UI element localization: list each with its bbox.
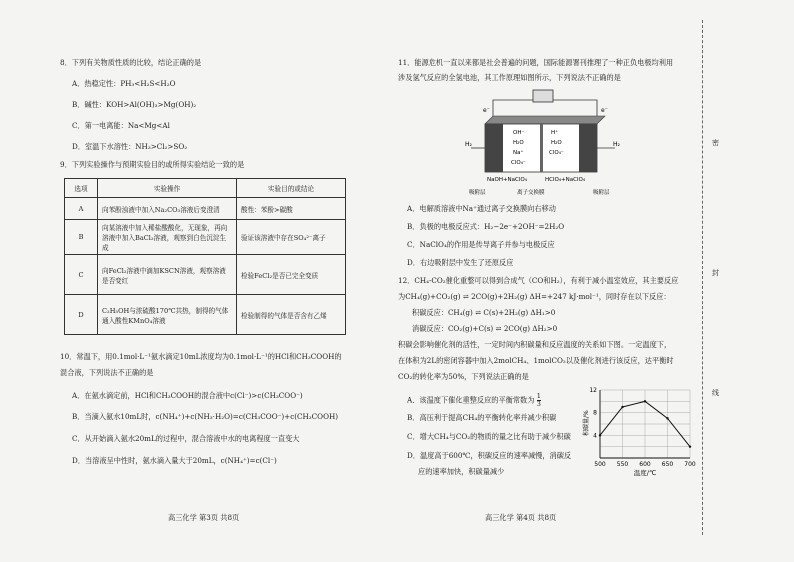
- table-row: [65, 255, 346, 295]
- q12-line5: 积碳会影响催化剂的活性，一定时间内积碳量和反应温度的关系如下图。一定温度下，: [398, 340, 672, 349]
- table-row: [65, 198, 346, 220]
- side-mark-2: 封: [712, 269, 719, 277]
- table-header-result: 实验目的或结论: [237, 179, 346, 198]
- left-page: [0, 0, 380, 562]
- q10-option-a: A．在氨水滴定前，HCl和CH₃COOH的混合液中c(Cl⁻)>c(CH₃COO⁻): [72, 391, 303, 400]
- species-label: Na⁺: [513, 150, 524, 156]
- species-label: H₂O: [551, 140, 562, 146]
- binding-line: [702, 20, 703, 535]
- species-label: H₂O: [513, 140, 524, 146]
- q12-option-a: [407, 393, 541, 408]
- q12-option-c: C．增大CH₄与CO₂的物质的量之比有助于减少积碳: [407, 432, 571, 441]
- row-result: 验证该溶液中存在SO₄²⁻离子: [237, 220, 346, 255]
- q12-option-a-text: A．该温度下催化重整反应的平衡常数为: [407, 395, 535, 405]
- left-solution-label: NaOH+NaClO₄: [487, 177, 527, 183]
- q10-stem-line1: 10．常温下，用0.1mol·L⁻¹氨水滴定10mL浓度均为0.1mol·L⁻¹的HCl和CH₃COOH的: [60, 352, 342, 361]
- row-operation: 向苯酚浊液中加入Na₂CO₃溶液后变澄清: [98, 198, 237, 220]
- table-header-operation: 实验操作: [98, 179, 237, 198]
- table-row: [65, 295, 346, 335]
- q10-stem-line2: 混合液，下列说法不正确的是: [60, 368, 154, 377]
- q8-option-b: B．碱性：KOH>Al(OH)₃>Mg(OH)₂: [72, 100, 197, 109]
- q10-option-d: D．当溶液呈中性时，氨水滴入量大于20mL，c(NH₄⁺)=c(Cl⁻): [72, 456, 277, 465]
- right-page-footer: 高三化学 第4页 共8页: [485, 513, 557, 522]
- row-operation: C₂H₅OH与浓硫酸170℃共热，制得的气体通入酸性KMnO₄溶液: [98, 295, 237, 335]
- x-tick-label: 600: [639, 461, 651, 468]
- species-label: H⁺: [551, 130, 559, 136]
- q12-option-d-line2: 应的速率加快，积碳量减少: [418, 467, 505, 476]
- right-layer-label: 吸附层: [593, 190, 610, 196]
- right-adsorption-layer: [579, 124, 597, 172]
- q11-option-a: A．电解质溶液中Na⁺通过离子交换膜向右移动: [407, 204, 556, 213]
- row-result: 酸性：苯酚>碳酸: [237, 198, 346, 220]
- q9-stem: 9．下列实验操作与预期实验目的或所得实验结论一致的是: [60, 160, 245, 169]
- q12-line7: CO₂的转化率为50%，下列说法正确的是: [398, 372, 529, 381]
- y-tick-label: 8: [593, 409, 597, 417]
- h2-right-label: H₂: [613, 141, 620, 148]
- chart-ylabel: 积碳量/%: [583, 410, 590, 436]
- q8-option-a: A．热稳定性：PH₃<H₂S<H₂O: [72, 79, 176, 88]
- species-label: OH⁻: [513, 130, 525, 136]
- chart-point: [621, 406, 623, 408]
- fraction-numerator: 1: [536, 392, 541, 400]
- side-mark-3: 线: [712, 389, 719, 397]
- experiment-table: [64, 178, 346, 335]
- row-operation: 向FeCl₂溶液中滴加KSCN溶液，观察溶液是否变红: [98, 255, 237, 295]
- ammeter-icon: [533, 90, 553, 102]
- species-label: ClO₄⁻: [549, 150, 564, 156]
- x-tick-label: 650: [661, 461, 674, 468]
- q12-line3: 积碳反应：CH₄(g) ⇌ C(s)+2H₂(g) ΔH₁>0: [412, 308, 556, 317]
- x-tick-label: 500: [594, 461, 606, 468]
- electron-left-label: e⁻: [483, 107, 490, 114]
- chart-point: [689, 445, 691, 447]
- q12-line1: 12．CH₄-CO₂催化重整可以得到合成气（CO和H₂），有利于减小温室效应，其主要反应: [398, 276, 679, 285]
- hydrogen-cell-diagram: [465, 88, 625, 200]
- right-solution-label: HClO₄+NaClO₄: [545, 177, 586, 183]
- chart-ticks: [589, 387, 696, 468]
- q11-option-c: C．NaClO₄的作用是传导离子并参与电极反应: [407, 240, 555, 249]
- q10-option-b: B．当滴入氨水10mL时，c(NH₄⁺)+c(NH₃·H₂O)=c(CH₃COO⁻)+c(CH₃COOH): [72, 412, 339, 421]
- ion-exchange-membrane: [540, 124, 543, 172]
- membrane-label: 离子交换膜: [517, 190, 545, 196]
- q11-option-b: B．负极的电极反应式：H₂−2e⁻+2OH⁻=2H₂O: [407, 222, 565, 231]
- q11-stem-line1: 11．能源危机一直以来都是社会普遍的问题，国际能源署刊推理了一种正负电极均利用: [398, 58, 674, 67]
- fraction: [537, 393, 541, 408]
- chart-point: [666, 417, 668, 419]
- row-option: D: [65, 295, 98, 335]
- side-mark-1: 密: [712, 139, 719, 147]
- q8-option-d: D．室温下水溶性：NH₃>Cl₂>SO₂: [72, 142, 188, 151]
- table-header-option: 选项: [65, 179, 98, 198]
- row-result: 检验制得的气体是否含有乙烯: [237, 295, 346, 335]
- carbon-deposit-chart: [580, 384, 700, 484]
- table-header-row: [65, 179, 346, 198]
- row-operation: 向某溶液中加入稀盐酸酸化，无现象，再向溶液中加入BaCl₂溶液，观察到白色沉淀生成: [98, 220, 237, 255]
- q12-line2: 为CH₄(g)+CO₂(g) ⇌ 2CO(g)+2H₂(g) ΔH=+247 kJ·mol⁻¹，同时存在以下反应：: [398, 292, 671, 301]
- q12-line6: 在体积为2L的密闭容器中加入2molCH₄、1molCO₂以及催化剂进行该反应，达平衡时: [398, 356, 674, 365]
- y-tick-label: 4: [593, 432, 597, 440]
- h2-left-label: H₂: [465, 141, 472, 148]
- row-option: A: [65, 198, 98, 220]
- y-tick-label: 12: [589, 387, 597, 394]
- left-adsorption-layer: [485, 124, 503, 172]
- q11-stem-line2: 涉及氢气反应的全氢电池，其工作原理如图所示，下列说法不正确的是: [398, 73, 621, 82]
- row-option: C: [65, 255, 98, 295]
- chart-point: [599, 434, 601, 436]
- x-tick-label: 700: [684, 461, 696, 468]
- species-label: ClO₄⁻: [511, 160, 526, 166]
- x-tick-label: 550: [616, 461, 629, 468]
- q8-option-c: C．第一电离能：Na<Mg<Al: [72, 121, 170, 130]
- q12-option-b: B．高压利于提高CH₄的平衡转化率并减少积碳: [407, 413, 557, 422]
- q12-line4: 消碳反应：CO₂(g)+C(s) ⇌ 2CO(g) ΔH₂>0: [412, 324, 558, 333]
- table-row: [65, 220, 346, 255]
- electron-right-label: e⁻: [601, 107, 608, 114]
- q11-option-d: D．右边吸附层中发生了还原反应: [407, 258, 514, 267]
- q8-stem: 8．下列有关物质性质的比较，结论正确的是: [60, 58, 202, 67]
- left-page-footer: 高三化学 第3页 共8页: [168, 513, 240, 522]
- q12-option-d-line1: D．温度高于600℃，积碳反应的速率减慢，消碳反: [407, 451, 572, 460]
- q10-option-c: C．从开始滴入氨水20mL的过程中，混合溶液中水的电离程度一直变大: [72, 434, 300, 443]
- chart-point: [644, 400, 646, 402]
- row-result: 检验FeCl₂是否已完全变质: [237, 255, 346, 295]
- row-option: B: [65, 220, 98, 255]
- chart-xlabel: 温度/℃: [633, 469, 657, 477]
- fraction-denominator: 3: [536, 400, 541, 408]
- left-layer-label: 吸附层: [469, 190, 486, 196]
